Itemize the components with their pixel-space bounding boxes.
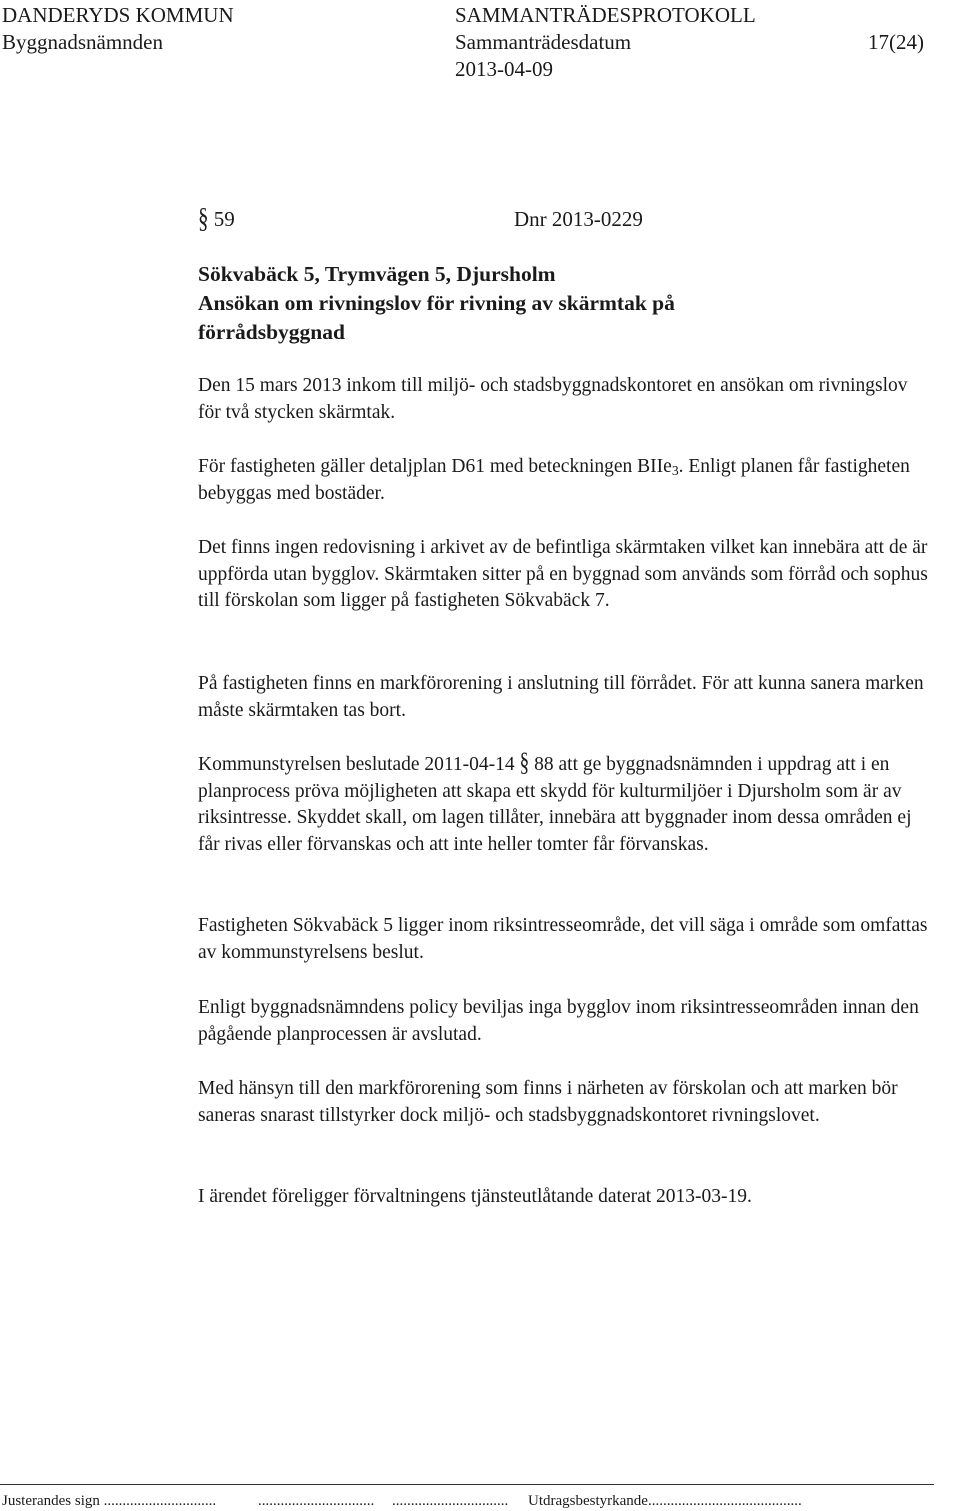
paragraph-national-interest	[198, 913, 928, 966]
footer-utdragsbestyrkande: Utdragsbestyrkande.........................................	[528, 1493, 802, 1509]
diary-number: Dnr 2013-0229	[514, 207, 643, 231]
paragraph-contamination	[198, 671, 928, 724]
paragraph-report	[198, 1184, 928, 1211]
item-number	[198, 201, 235, 235]
footer-justerandes-sign: Justerandes sign ..............................	[2, 1493, 217, 1509]
paragraph-text: Med hänsyn till den markförorening som finns i närheten av förskolan och att marken bör saneras snarast tillstyrker dock miljö- och stadsbyggnadskontoret rivningslovet.	[198, 1078, 898, 1126]
paragraph-text: Enligt byggnadsnämndens policy beviljas inga bygglov inom riksintresseområden innan den pågående planprocessen är avslutad.	[198, 997, 919, 1045]
paragraph-archive	[198, 535, 928, 615]
municipality-name: DANDERYDS KOMMUN	[2, 3, 234, 27]
document-type: SAMMANTRÄDESPROTOKOLL	[455, 3, 756, 27]
paragraph-detailed-plan	[198, 454, 928, 507]
footer-signature-line-1: ...............................	[258, 1493, 375, 1509]
paragraph-text: I ärendet föreligger förvaltningens tjänsteutlåtande daterat 2013-03-19.	[198, 1186, 752, 1207]
footer-divider	[0, 1484, 934, 1485]
item-title-line2: Ansökan om rivningslov för rivning av skärmtak på	[198, 291, 675, 315]
paragraph-text: Fastigheten Sökvabäck 5 ligger inom riksintresseområde, det vill säga i område som omfattas av kommunstyrelsens beslut.	[198, 915, 928, 963]
committee-name: Byggnadsnämnden	[2, 30, 163, 54]
paragraph-policy	[198, 995, 928, 1048]
page-number: 17(24)	[868, 30, 924, 54]
paragraph-recommendation	[198, 1076, 928, 1129]
item-number-value: 59	[213, 207, 235, 231]
plan-subscript: 3	[671, 463, 679, 478]
paragraph-text: Det finns ingen redovisning i arkivet av de befintliga skärmtaken vilket kan innebära att de är uppförda utan bygglov. Skärmtaken sitter på en byggnad som används som förråd och sophus till förskolan som ligger på fastigheten Sökvabäck 7.	[198, 537, 928, 612]
decision-text-start: Kommunstyrelsen beslutade 2011-04-14	[198, 754, 520, 775]
section-symbol: §	[198, 201, 209, 235]
item-title-line3: förrådsbyggnad	[198, 320, 345, 344]
decision-text-end: 88 att ge byggnadsnämnden i uppdrag att i en planprocess pröva möjligheten att skapa ett skydd för kulturmiljöer i Djursholm som är av riksintresse. Skyddet skall, om lagen tillåter, innebära att byggnader inom dessa områden ej får rivas eller förvanskas och att inte heller tomter får förvanskas.	[198, 754, 912, 855]
paragraph-application	[198, 373, 928, 426]
footer-signature-line-2: ...............................	[392, 1493, 509, 1509]
section-symbol: §	[519, 749, 530, 778]
paragraph-municipal-decision	[198, 749, 928, 858]
plan-text-end: . Enligt planen får fastigheten bebyggas med bostäder.	[198, 456, 910, 504]
paragraph-text: Den 15 mars 2013 inkom till miljö- och stadsbyggnadskontoret en ansökan om rivningslov för två stycken skärmtak.	[198, 375, 908, 423]
item-title-line1: Sökvabäck 5, Trymvägen 5, Djursholm	[198, 262, 556, 286]
meeting-date-label: Sammanträdesdatum	[455, 30, 632, 54]
paragraph-text: På fastigheten finns en markförorening i anslutning till förrådet. För att kunna sanera marken måste skärmtaken tas bort.	[198, 673, 924, 721]
plan-text-start: För fastigheten gäller detaljplan D61 med beteckningen BIIe	[198, 456, 672, 477]
meeting-date: 2013-04-09	[455, 57, 553, 81]
